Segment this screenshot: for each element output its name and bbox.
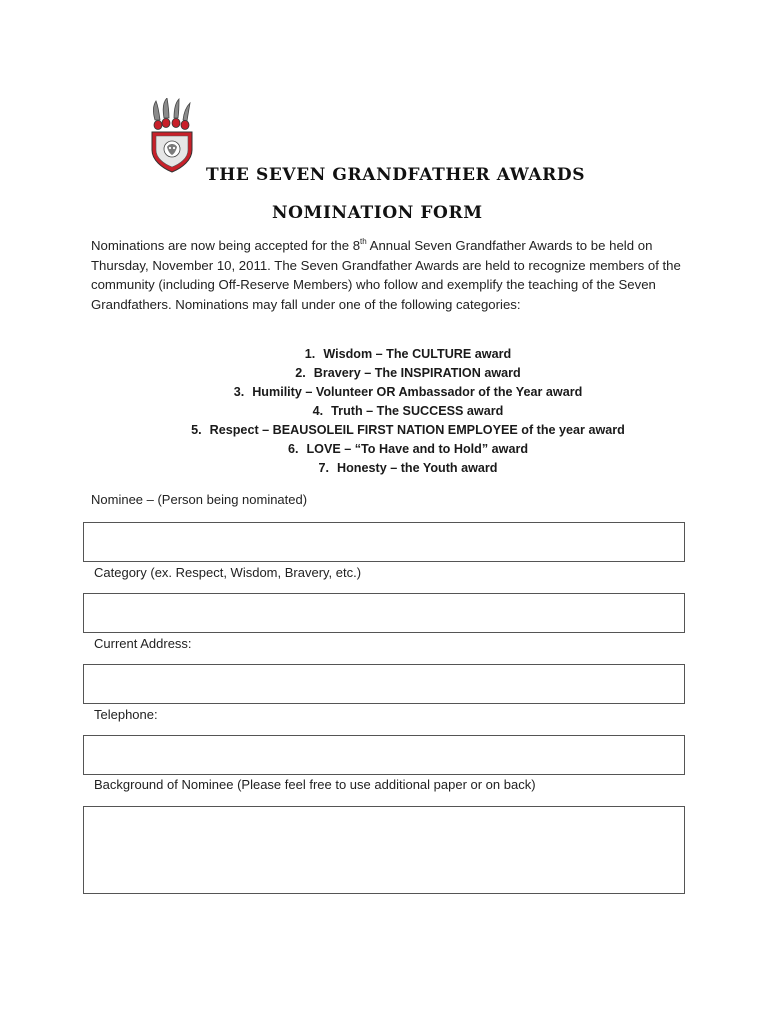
category-text: Respect – BEAUSOLEIL FIRST NATION EMPLOYEE of the year award — [209, 423, 625, 437]
category-number: 6. — [287, 442, 299, 456]
category-item — [0, 345, 770, 364]
category-text: Humility – Volunteer OR Ambassador of the Year award — [252, 385, 583, 399]
background-field-box — [83, 806, 685, 894]
intro-text-rest: Annual Seven Grandfather Awards to be held on Thursday, November 10, 2011. The Seven Grandfather Awards are held to recognize members of the community (including Off-Reserve Members) who follow and exemplify the teaching of the Seven Grandfathers. Nominations may fall under one of the following categories: — [91, 238, 681, 312]
category-input[interactable] — [84, 594, 684, 632]
category-number: 3. — [233, 385, 245, 399]
form-title: THE SEVEN GRANDFATHER AWARDS — [206, 165, 586, 185]
category-number: 7. — [318, 461, 330, 475]
nominee-label: Nominee – (Person being nominated) — [91, 492, 308, 507]
category-item — [0, 459, 770, 478]
category-item — [0, 402, 770, 421]
category-item — [0, 421, 770, 440]
telephone-input[interactable] — [84, 736, 684, 774]
category-number: 2. — [295, 366, 306, 380]
category-text: LOVE – “To Have and to Hold” award — [306, 442, 529, 456]
category-label: Category (ex. Respect, Wisdom, Bravery, etc.) — [94, 565, 362, 580]
category-item — [0, 440, 770, 459]
address-input[interactable] — [84, 665, 684, 703]
category-number: 4. — [312, 404, 324, 418]
category-number: 5. — [191, 423, 202, 437]
category-number: 1. — [304, 347, 316, 361]
award-category-list — [0, 345, 770, 478]
bear-paw-logo — [146, 98, 198, 174]
background-label: Background of Nominee (Please feel free to use additional paper or on back) — [94, 777, 536, 792]
category-item — [0, 364, 770, 383]
address-label: Current Address: — [94, 636, 192, 651]
telephone-field-box — [83, 735, 685, 775]
category-text: Wisdom – The CULTURE award — [323, 347, 512, 361]
category-text: Bravery – The INSPIRATION award — [313, 366, 521, 380]
telephone-label: Telephone: — [94, 707, 158, 722]
category-item — [0, 383, 770, 402]
intro-ordinal-suffix: th — [360, 237, 367, 246]
intro-paragraph — [91, 236, 691, 314]
nominee-input[interactable] — [84, 523, 684, 561]
category-field-box — [83, 593, 685, 633]
nominee-field-box — [83, 522, 685, 562]
address-field-box — [83, 664, 685, 704]
form-subtitle: NOMINATION FORM — [272, 203, 483, 223]
background-textarea[interactable] — [84, 807, 684, 893]
category-text: Truth – The SUCCESS award — [331, 404, 504, 418]
category-text: Honesty – the Youth award — [337, 461, 498, 475]
intro-text-start: Nominations are now being accepted for the 8 — [91, 238, 361, 253]
